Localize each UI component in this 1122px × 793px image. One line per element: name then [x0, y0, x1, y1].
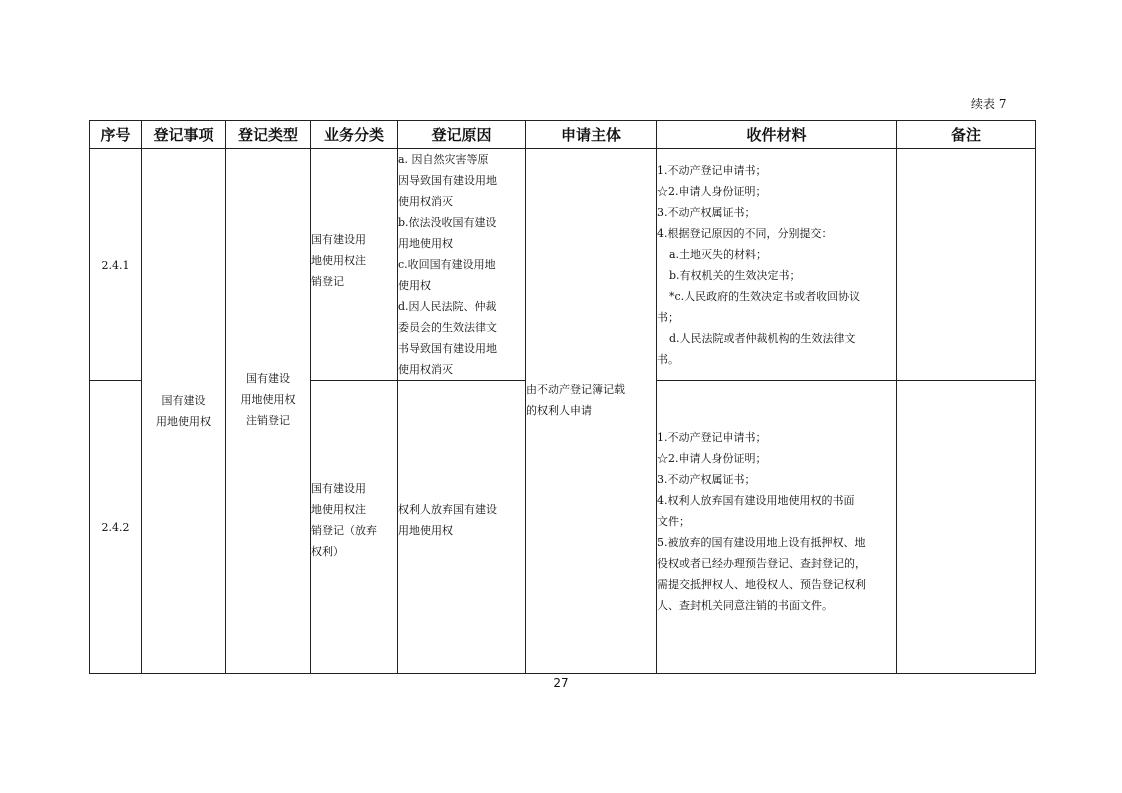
header-item: 登记事项	[142, 121, 226, 149]
type-cell: 国有建设 用地使用权 注销登记	[226, 149, 311, 674]
reason-cell: a. 因自然灾害等原 因导致国有建设用地 使用权消灭 b.依法没收国有建设 用地使用权 c.收回国有建设用地 使用权 d.因人民法院、仲裁 委员会的生效法律文 书导致国有建设用地 使用权消灭	[398, 149, 526, 381]
header-type: 登记类型	[226, 121, 311, 149]
materials-cell: 1.不动产登记申请书； ☆2.申请人身份证明； 3.不动产权属证书； 4.权利人放弃国有建设用地使用权的书面 文件； 5.被放弃的国有建设用地上设有抵押权、地 役权或者已经办理预告登记、查封登记的， 需提交抵押权人、地役权人、预告登记权利 人、查封机关同意注销的书面文件。	[657, 381, 897, 674]
continued-label: 续表 7	[971, 97, 1007, 111]
header-reason: 登记原因	[398, 121, 526, 149]
header-seq: 序号	[90, 121, 142, 149]
header-applicant: 申请主体	[526, 121, 657, 149]
remarks-cell	[897, 381, 1036, 674]
seq-cell: 2.4.1	[90, 149, 142, 381]
seq-cell: 2.4.2	[90, 381, 142, 674]
header-materials: 收件材料	[657, 121, 897, 149]
registration-table	[89, 120, 1036, 674]
item-cell: 国有建设 用地使用权	[142, 149, 226, 674]
page-number: 27	[553, 676, 569, 690]
category-cell: 国有建设用 地使用权注 销登记	[311, 149, 398, 381]
header-category: 业务分类	[311, 121, 398, 149]
applicant-cell: 由不动产登记簿记载 的权利人申请	[526, 149, 657, 674]
header-remarks: 备注	[897, 121, 1036, 149]
header-row	[90, 121, 1036, 149]
reason-cell: 权利人放弃国有建设 用地使用权	[398, 381, 526, 674]
category-cell: 国有建设用 地使用权注 销登记（放弃 权利）	[311, 381, 398, 674]
remarks-cell	[897, 149, 1036, 381]
materials-cell: 1.不动产登记申请书； ☆2.申请人身份证明； 3.不动产权属证书； 4.根据登记原因的不同，分别提交： a.土地灭失的材料； b.有权机关的生效决定书； *c.人民政府的生效决定书或者收回协议 书； d.人民法院或者仲裁机构的生效法律文 书。	[657, 149, 897, 381]
table-row	[90, 149, 1036, 381]
